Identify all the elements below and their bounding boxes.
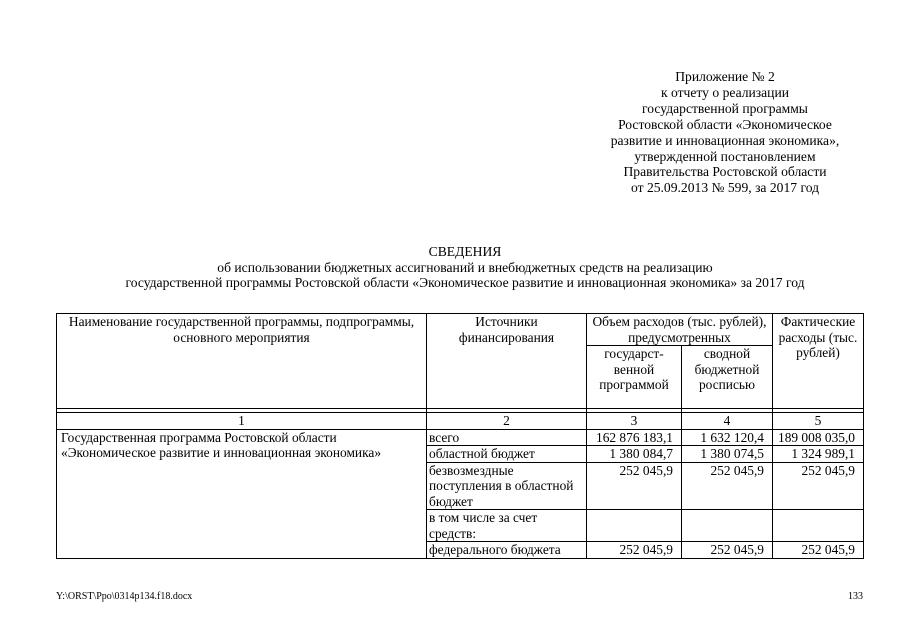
footer-file-path: Y:\ORST\Ppo\0314p134.f18.docx [56,591,193,602]
header-actual: Фактические расходы (тыс. рублей) [773,314,864,409]
appendix-line: развитие и инновационная экономика», [610,132,840,148]
source-cell: в том числе за счет средств: [427,510,587,542]
actual-amount-cell: 1 324 989,1 [773,446,864,463]
column-number: 4 [682,413,773,430]
actual-amount-cell: 189 008 035,0 [773,429,864,446]
appendix-line: Приложение № 2 [675,69,775,84]
column-number: 2 [427,413,587,430]
document-title: СВЕДЕНИЯ [428,244,502,259]
column-number: 5 [773,413,864,430]
table-row [57,429,864,446]
column-numbers-row [57,413,864,430]
source-cell: безвозмездные поступления в областной бюджет [427,462,587,510]
document-subtitle-line-1: об использовании бюджетных ассигнований и внебюджетных средств на реализацию [217,259,713,275]
actual-amount-cell [773,510,864,542]
document-subtitle-line-2: государственной программы Ростовской области «Экономическое развитие и инновационная экономика» за 2017 год [125,275,805,290]
source-cell: областной бюджет [427,446,587,463]
budget-amount-cell: 252 045,9 [682,462,773,510]
actual-amount-cell: 252 045,9 [773,462,864,510]
header-planned-program: государст-венной программой [587,346,682,409]
document-heading [40,244,890,291]
column-number: 3 [587,413,682,430]
program-amount-cell: 252 045,9 [587,462,682,510]
appendix-line: Ростовской области «Экономическое [618,116,832,132]
budget-amount-cell: 252 045,9 [682,542,773,559]
header-sources: Источники финансирования [427,314,587,409]
header-planned-budget: сводной бюджетной росписью [682,346,773,409]
appendix-line: Правительства Ростовской области [623,164,827,180]
source-cell: федерального бюджета [427,542,587,559]
program-name-cell: Государственная программа Ростовской области «Экономическое развитие и инновационная экономика» [57,429,427,558]
appendix-line: от 25.09.2013 № 599, за 2017 год [630,180,820,196]
appendix-block [580,69,870,196]
header-planned: Объем расходов (тыс. рублей), предусмотренных [587,314,773,346]
budget-amount-cell [682,510,773,542]
actual-amount-cell: 252 045,9 [773,542,864,559]
appendix-line: утвержденной постановлением [634,148,816,164]
column-number: 1 [57,413,427,430]
program-amount-cell: 1 380 084,7 [587,446,682,463]
source-cell: всего [427,429,587,446]
budget-table [56,313,864,559]
budget-amount-cell: 1 632 120,4 [682,429,773,446]
budget-amount-cell: 1 380 074,5 [682,446,773,463]
appendix-line: к отчету о реализации [660,84,790,100]
header-name: Наименование государственной программы, подпрограммы, основного мероприятия [57,314,427,409]
program-amount-cell [587,510,682,542]
program-amount-cell: 162 876 183,1 [587,429,682,446]
appendix-line: государственной программы [642,100,808,116]
program-amount-cell: 252 045,9 [587,542,682,559]
footer-page-number: 133 [848,591,863,602]
